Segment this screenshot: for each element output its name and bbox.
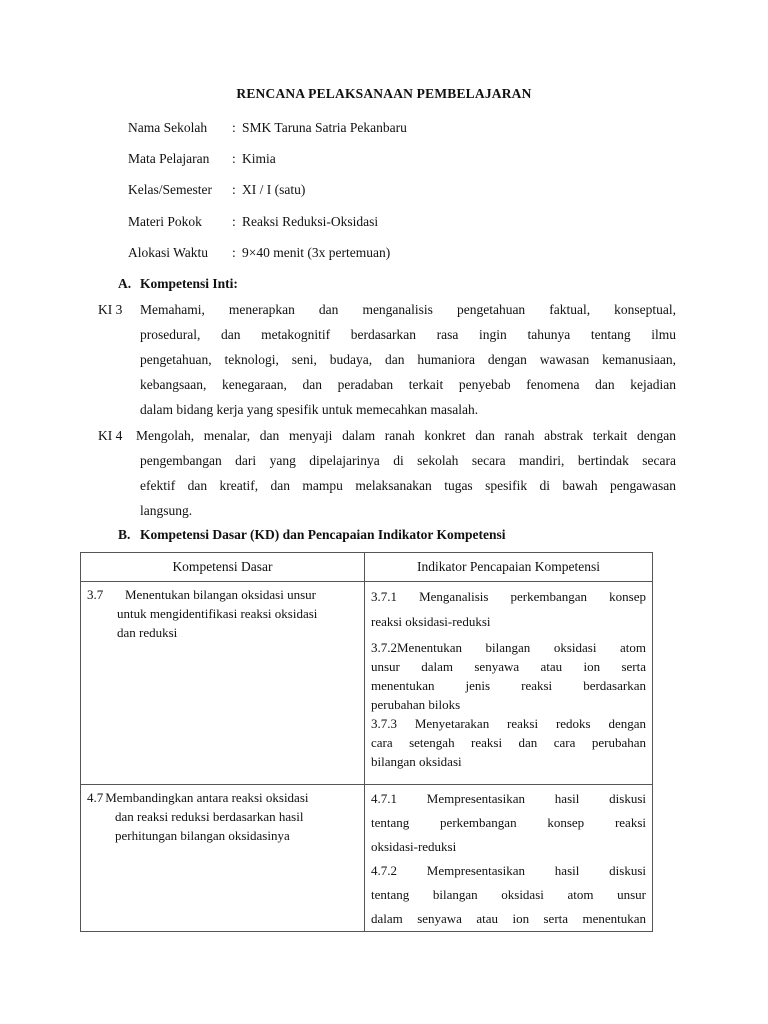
info-separator: : — [232, 151, 236, 166]
section-title: Kompetensi Dasar (KD) dan Pencapaian Indikator Kompetensi — [140, 527, 506, 542]
indicator-cell — [365, 785, 653, 932]
kd-line: dan reaksi reduksi berdasarkan hasil — [115, 809, 304, 824]
info-value: 9×40 menit (3x pertemuan) — [242, 245, 391, 260]
ki-line: prosedural, dan metakognitif berdasarkan rasa ingin tahunya tentang ilmu — [140, 327, 676, 342]
ki-line: Mengolah, menalar, dan menyaji dalam ranah konkret dan ranah abstrak terkait dengan — [136, 428, 676, 443]
indicator-line: perubahan biloks — [371, 697, 461, 712]
table-header-row — [81, 553, 653, 582]
indicator-line: oksidasi-reduksi — [371, 839, 457, 854]
kd-table — [80, 552, 653, 932]
info-value: Kimia — [242, 151, 276, 166]
info-row-school — [128, 118, 407, 138]
kd-line — [87, 788, 358, 807]
indicator-line: cara setengah reaksi dan cara perubahan — [371, 735, 646, 750]
kd-text: Menentukan bilangan oksidasi unsur — [125, 587, 316, 602]
info-value: Reaksi Reduksi-Oksidasi — [242, 214, 379, 229]
info-label: Nama Sekolah — [128, 120, 208, 135]
kd-number: 4.7 — [87, 790, 104, 805]
section-title: Kompetensi Inti: — [140, 276, 238, 291]
table-header-kd: Kompetensi Dasar — [81, 553, 365, 582]
indicator-line: 3.7.1 Menganalisis perkembangan konsep — [371, 589, 646, 604]
section-b-heading — [118, 527, 506, 543]
kd-line: perhitungan bilangan oksidasinya — [115, 828, 290, 843]
kd-text: Membandingkan antara reaksi oksidasi — [105, 790, 309, 805]
indicator-line: tentang perkembangan konsep reaksi — [371, 815, 646, 830]
indicator-cell — [365, 582, 653, 785]
indicator-line: dalam senyawa atau ion serta menentukan — [371, 911, 646, 926]
document-title: RENCANA PELAKSANAAN PEMBELAJARAN — [236, 86, 532, 101]
indicator-line: 3.7.3 Menyetarakan reaksi redoks dengan — [371, 716, 646, 731]
ki-line: langsung. — [140, 503, 193, 518]
ki-code: KI 4 — [98, 428, 123, 443]
indicator-line: unsur dalam senyawa atau ion serta — [371, 659, 646, 674]
info-label: Mata Pelajaran — [128, 151, 210, 166]
ki-line: efektif dan kreatif, dan mampu melaksanakan tugas spesifik di bawah pengawasan — [140, 478, 676, 493]
info-separator: : — [232, 214, 236, 229]
info-separator: : — [232, 245, 236, 260]
info-separator: : — [232, 120, 236, 135]
indicator-line: reaksi oksidasi-reduksi — [371, 614, 491, 629]
table-header-indicator: Indikator Pencapaian Kompetensi — [365, 553, 653, 582]
kd-line — [87, 585, 358, 604]
info-separator: : — [232, 182, 236, 197]
kd-line: dan reduksi — [117, 625, 178, 640]
ki-line: pengetahuan, teknologi, seni, budaya, dan humaniora dengan wawasan kemanusiaan, — [140, 352, 676, 367]
kd-cell — [81, 785, 365, 932]
indicator-line: 3.7.2Menentukan bilangan oksidasi atom — [371, 640, 646, 655]
ki-line: pengembangan dari yang dipelajarinya di sekolah secara mandiri, bertindak secara — [140, 453, 676, 468]
info-value: SMK Taruna Satria Pekanbaru — [242, 120, 407, 135]
section-a-heading — [118, 276, 238, 292]
ki4-first-line — [98, 426, 676, 451]
info-value: XI / I (satu) — [242, 182, 306, 197]
indicator-line: 4.7.1 Mempresentasikan hasil diskusi — [371, 791, 646, 806]
ki3-first-line — [98, 300, 676, 325]
ki-line: dalam bidang kerja yang spesifik untuk memecahkan masalah. — [140, 402, 479, 417]
info-row-class — [128, 180, 305, 200]
indicator-line: tentang bilangan oksidasi atom unsur — [371, 887, 646, 902]
kd-number: 3.7 — [87, 587, 104, 602]
info-row-subject — [128, 149, 276, 169]
table-row — [81, 582, 653, 785]
ki-code: KI 3 — [98, 302, 123, 317]
indicator-line: bilangan oksidasi — [371, 754, 462, 769]
info-label: Materi Pokok — [128, 214, 202, 229]
ki-line: Memahami, menerapkan dan menganalisis pengetahuan faktual, konseptual, — [140, 302, 676, 317]
info-label: Kelas/Semester — [128, 182, 212, 197]
info-row-time — [128, 243, 390, 263]
section-letter: B. — [118, 527, 131, 542]
ki-line: kebangsaan, kenegaraan, dan peradaban terkait penyebab fenomena dan kejadian — [140, 377, 676, 392]
info-row-topic — [128, 212, 378, 232]
info-label: Alokasi Waktu — [128, 245, 209, 260]
section-letter: A. — [118, 276, 132, 291]
indicator-line: menentukan jenis reaksi berdasarkan — [371, 678, 646, 693]
indicator-line: 4.7.2 Mempresentasikan hasil diskusi — [371, 863, 646, 878]
kd-line: untuk mengidentifikasi reaksi oksidasi — [117, 606, 318, 621]
table-row — [81, 785, 653, 932]
kd-cell — [81, 582, 365, 785]
